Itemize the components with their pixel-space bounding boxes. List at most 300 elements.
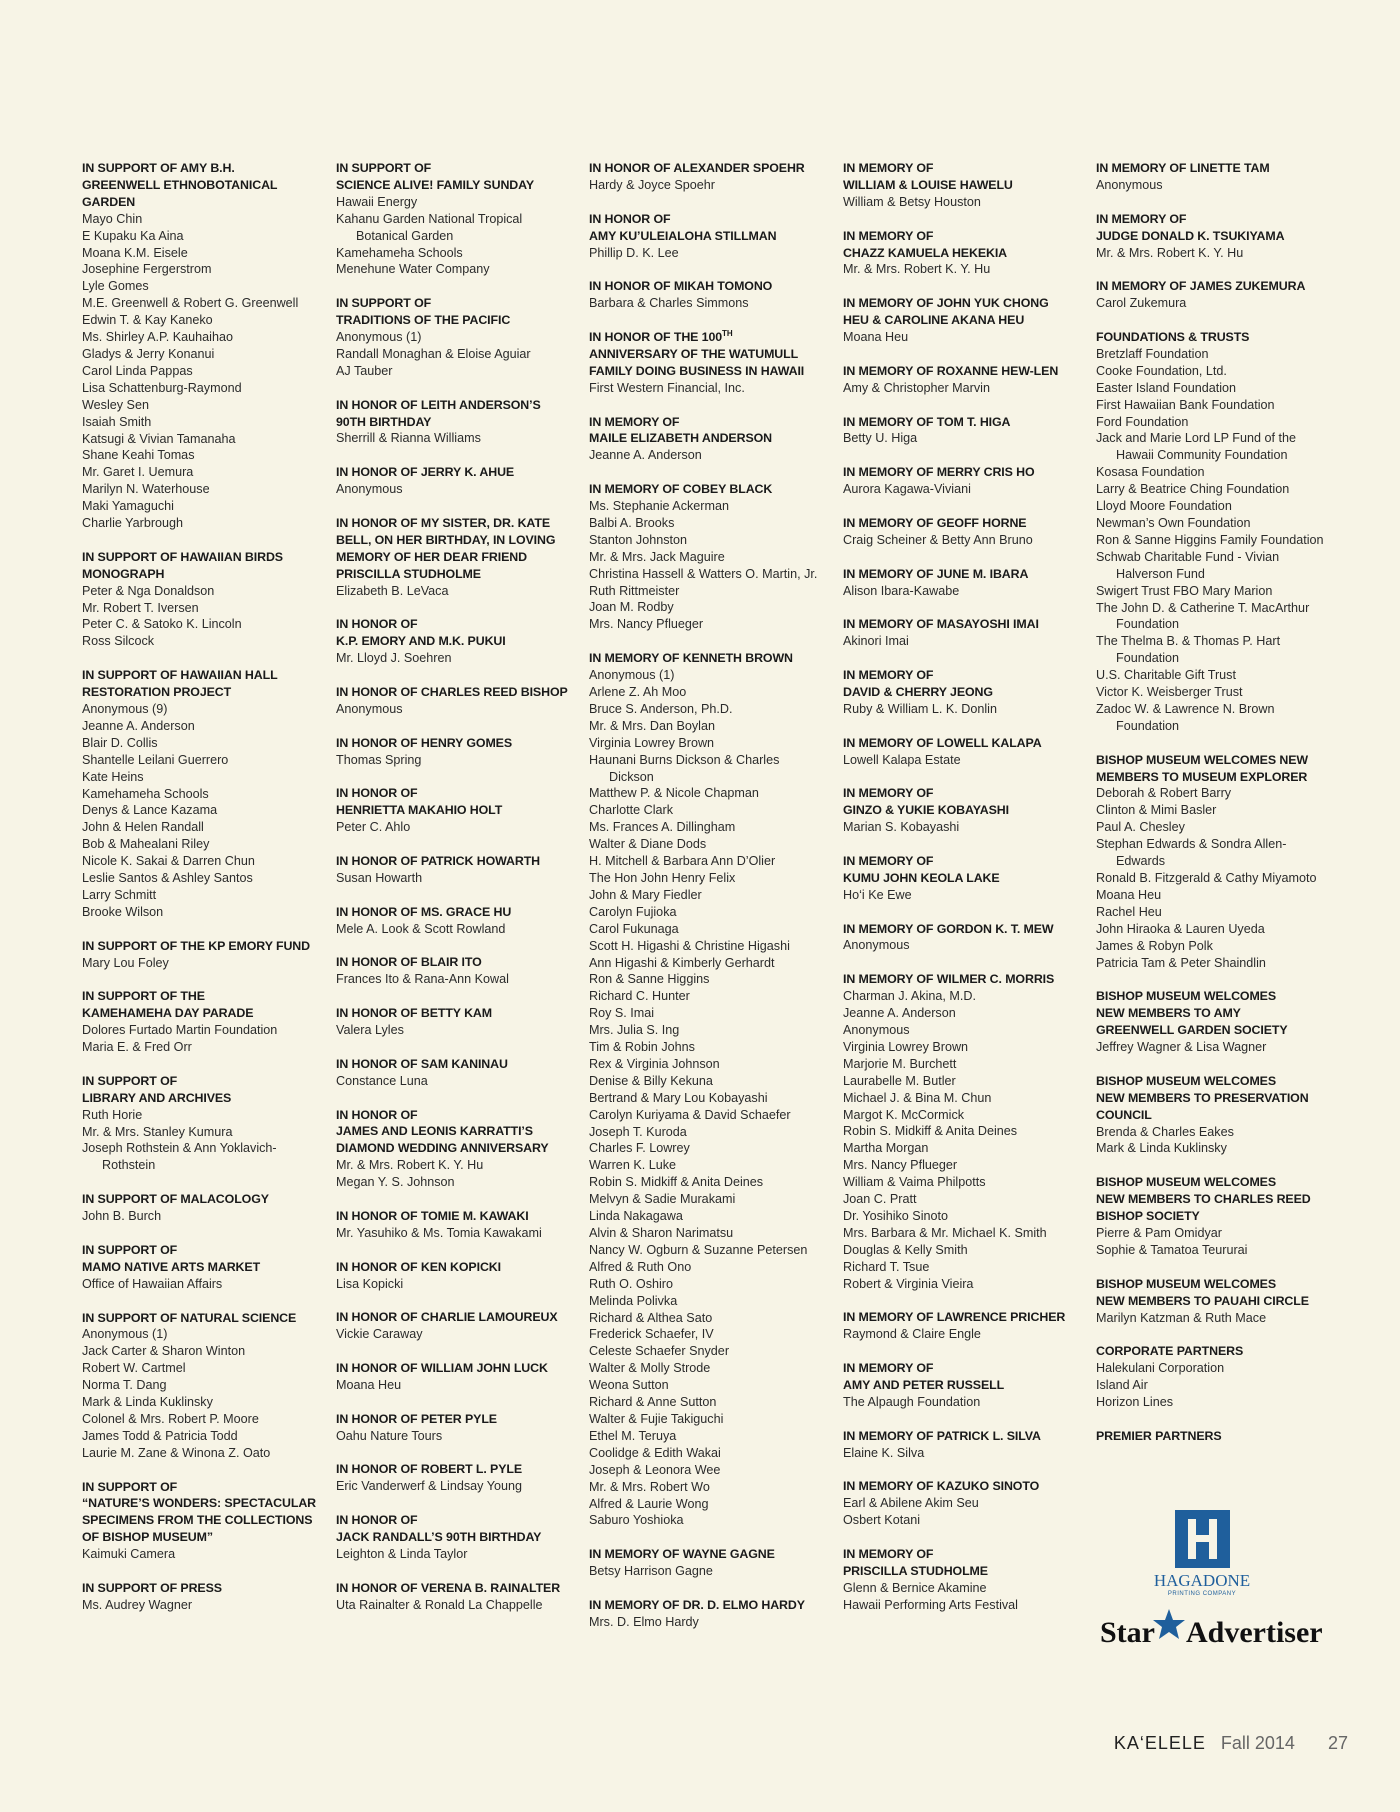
group-heading-line: IN SUPPORT OF MALACOLOGY bbox=[82, 1192, 269, 1207]
donor-name: Alfred & Laurie Wong bbox=[589, 1496, 709, 1511]
donor-name: Earl & Abilene Akim Seu bbox=[843, 1496, 979, 1511]
group-heading bbox=[843, 667, 1081, 701]
group-heading-line: IN MEMORY OF bbox=[843, 1547, 934, 1562]
donor-name: Island Air bbox=[1096, 1378, 1148, 1393]
group-heading-line: FAMILY DOING BUSINESS IN HAWAII bbox=[589, 363, 805, 378]
donor-group bbox=[843, 295, 1081, 346]
group-heading bbox=[82, 1242, 320, 1276]
donor-name: Walter & Fujie Takiguchi bbox=[589, 1411, 724, 1426]
donor-group bbox=[336, 1107, 574, 1192]
group-heading-line: MAMO NATIVE ARTS MARKET bbox=[82, 1259, 261, 1274]
group-heading bbox=[843, 464, 1081, 481]
donor-name: Gladys & Jerry Konanui bbox=[82, 346, 215, 361]
donor-name: Ethel M. Teruya bbox=[589, 1428, 677, 1443]
donor-group bbox=[843, 853, 1081, 904]
donor-name: Shantelle Leilani Guerrero bbox=[82, 752, 229, 767]
group-heading-line: SCIENCE ALIVE! FAMILY SUNDAY bbox=[336, 177, 535, 192]
donor-group bbox=[589, 278, 827, 312]
group-heading bbox=[1096, 1174, 1334, 1225]
group-heading-line: PRISCILLA STUDHOLME bbox=[336, 566, 481, 581]
group-heading-line: GARDEN bbox=[82, 194, 136, 209]
donor-group bbox=[336, 853, 574, 887]
donor-group bbox=[336, 1461, 574, 1495]
donor-group bbox=[82, 1580, 320, 1614]
donor-group bbox=[336, 904, 574, 938]
donor-name: Schwab Charitable Fund - Vivian Halverson Fund bbox=[1096, 549, 1280, 581]
group-heading bbox=[1096, 211, 1334, 245]
group-heading-line: IN MEMORY OF WILMER C. MORRIS bbox=[843, 972, 1055, 987]
partner-logos-graphic bbox=[1095, 1505, 1325, 1655]
donor-name: Maria E. & Fred Orr bbox=[82, 1040, 192, 1055]
group-heading bbox=[843, 160, 1081, 194]
donor-name: John & Mary Fiedler bbox=[589, 887, 702, 902]
group-heading bbox=[589, 329, 827, 380]
donor-name: Wesley Sen bbox=[82, 397, 149, 412]
donor-name: Shane Keahi Tomas bbox=[82, 448, 195, 463]
group-heading bbox=[843, 921, 1081, 938]
donor-group bbox=[843, 667, 1081, 718]
group-heading-line: IN HONOR OF bbox=[336, 1107, 418, 1122]
donor-group bbox=[336, 1512, 574, 1563]
group-heading-line: IN MEMORY OF bbox=[843, 786, 934, 801]
donor-name: Jeanne A. Anderson bbox=[843, 1006, 956, 1021]
donor-group bbox=[843, 616, 1081, 650]
group-heading bbox=[843, 735, 1081, 752]
donor-name: Frances Ito & Rana-Ann Kowal bbox=[336, 972, 509, 987]
donor-name: Bretzlaff Foundation bbox=[1096, 346, 1209, 361]
donor-name: Melvyn & Sadie Murakami bbox=[589, 1192, 736, 1207]
donor-name: Anonymous bbox=[843, 938, 910, 953]
group-heading bbox=[336, 616, 574, 650]
donor-name: John & Helen Randall bbox=[82, 820, 204, 835]
donor-name: Mr. & Mrs. Robert Wo bbox=[589, 1479, 710, 1494]
donor-group bbox=[1096, 1343, 1334, 1411]
group-heading bbox=[336, 954, 574, 971]
group-heading bbox=[843, 1309, 1081, 1326]
donor-group bbox=[336, 1056, 574, 1090]
donor-group bbox=[82, 1242, 320, 1293]
group-heading-line: WILLIAM & LOUISE HAWELU bbox=[843, 177, 1013, 192]
group-heading-line: BISHOP MUSEUM WELCOMES bbox=[1096, 1073, 1276, 1088]
group-heading-line: IN MEMORY OF bbox=[843, 668, 934, 683]
donor-name: Jeanne A. Anderson bbox=[589, 448, 702, 463]
group-heading-line: IN HONOR OF THE 100TH bbox=[589, 328, 733, 345]
donor-group bbox=[336, 1309, 574, 1343]
group-heading-line: K.P. EMORY AND M.K. PUKUI bbox=[336, 634, 506, 649]
donor-name: Elizabeth B. LeVaca bbox=[336, 583, 449, 598]
donor-name: Denise & Billy Kekuna bbox=[589, 1073, 713, 1088]
donor-name: Newman’s Own Foundation bbox=[1096, 515, 1251, 530]
group-heading-line: IN HONOR OF PATRICK HOWARTH bbox=[336, 854, 541, 869]
donor-group bbox=[336, 1360, 574, 1394]
donor-group bbox=[336, 1411, 574, 1445]
donor-group bbox=[843, 971, 1081, 1292]
donor-name: The Alpaugh Foundation bbox=[843, 1394, 981, 1409]
group-heading bbox=[843, 853, 1081, 887]
donor-group bbox=[336, 295, 574, 380]
donor-name: Moana Heu bbox=[1096, 887, 1162, 902]
group-heading-line: JUDGE DONALD K. TSUKIYAMA bbox=[1096, 228, 1285, 243]
donor-name: Bruce S. Anderson, Ph.D. bbox=[589, 701, 733, 716]
group-heading bbox=[1096, 1073, 1334, 1124]
donor-name: Brooke Wilson bbox=[82, 904, 164, 919]
donor-name: Stanton Johnston bbox=[589, 532, 688, 547]
group-heading-line: IN MEMORY OF bbox=[589, 414, 680, 429]
group-heading-line: IN MEMORY OF GEOFF HORNE bbox=[843, 515, 1027, 530]
donor-name: Anonymous bbox=[336, 482, 403, 497]
group-heading bbox=[1096, 1276, 1334, 1310]
donor-group bbox=[336, 397, 574, 448]
donor-name: Denys & Lance Kazama bbox=[82, 803, 218, 818]
donor-name: Charles F. Lowrey bbox=[589, 1141, 690, 1156]
group-heading bbox=[336, 1056, 574, 1073]
group-heading-line: IN HONOR OF SAM KANINAU bbox=[336, 1056, 508, 1071]
donor-name: Marjorie M. Burchett bbox=[843, 1056, 957, 1071]
donor-name: Josephine Fergerstrom bbox=[82, 262, 212, 277]
donor-name: Frederick Schaefer, IV bbox=[589, 1327, 714, 1342]
donor-group bbox=[589, 650, 827, 1529]
group-heading-line: IN HONOR OF KEN KOPICKI bbox=[336, 1259, 501, 1274]
donor-name: Craig Scheiner & Betty Ann Bruno bbox=[843, 532, 1033, 547]
donor-group bbox=[1096, 160, 1334, 194]
donor-name: Larry Schmitt bbox=[82, 887, 157, 902]
group-heading-line: IN HONOR OF WILLIAM JOHN LUCK bbox=[336, 1361, 548, 1376]
donor-group bbox=[589, 1546, 827, 1580]
donor-name: Richard & Anne Sutton bbox=[589, 1395, 717, 1410]
group-heading-line: IN HONOR OF ROBERT L. PYLE bbox=[336, 1462, 523, 1477]
group-heading bbox=[843, 971, 1081, 988]
group-heading-line: IN MEMORY OF bbox=[843, 228, 934, 243]
donor-group bbox=[1096, 988, 1334, 1056]
donor-name: Ruth Rittmeister bbox=[589, 583, 680, 598]
donor-name: Michael J. & Bina M. Chun bbox=[843, 1090, 992, 1105]
group-heading-line: NEW MEMBERS TO PRESERVATION bbox=[1096, 1090, 1309, 1105]
donor-name: Ford Foundation bbox=[1096, 414, 1189, 429]
group-heading bbox=[336, 904, 574, 921]
donor-name: Virginia Lowrey Brown bbox=[589, 735, 715, 750]
donor-name: Valera Lyles bbox=[336, 1023, 404, 1038]
donor-name: Zadoc W. & Lawrence N. Brown Foundation bbox=[1096, 701, 1275, 733]
donor-name: Ruby & William L. K. Donlin bbox=[843, 701, 997, 716]
donor-name: Halekulani Corporation bbox=[1096, 1361, 1225, 1376]
group-heading-line: IN SUPPORT OF HAWAIIAN HALL bbox=[82, 668, 278, 683]
group-heading-line: IN MEMORY OF KENNETH BROWN bbox=[589, 651, 793, 666]
premier-partner-logos bbox=[1095, 1505, 1325, 1655]
donor-name: U.S. Charitable Gift Trust bbox=[1096, 668, 1236, 683]
donor-group bbox=[82, 1310, 320, 1462]
donor-group bbox=[82, 160, 320, 532]
donor-name: Kahanu Garden National Tropical Botanical Garden bbox=[336, 211, 523, 243]
donor-column-4 bbox=[843, 160, 1081, 1614]
group-heading-line: IN HONOR OF HENRY GOMES bbox=[336, 735, 513, 750]
donor-name: Coolidge & Edith Wakai bbox=[589, 1445, 721, 1460]
group-heading-line: JAMES AND LEONIS KARRATTI’S bbox=[336, 1124, 533, 1139]
group-heading bbox=[336, 1580, 574, 1597]
group-heading-line: PREMIER PARTNERS bbox=[1096, 1428, 1222, 1443]
donor-name: Richard C. Hunter bbox=[589, 989, 690, 1004]
donor-group bbox=[1096, 1073, 1334, 1158]
group-heading-line: 90TH BIRTHDAY bbox=[336, 414, 432, 429]
donor-name: Charlie Yarbrough bbox=[82, 516, 184, 531]
donor-name: Lisa Schattenburg-Raymond bbox=[82, 380, 242, 395]
donor-group bbox=[1096, 329, 1334, 735]
group-heading bbox=[843, 785, 1081, 819]
donor-name: Anonymous (9) bbox=[82, 701, 168, 716]
group-heading-line: IN MEMORY OF DR. D. ELMO HARDY bbox=[589, 1597, 805, 1612]
group-heading bbox=[336, 1411, 574, 1428]
donor-group bbox=[589, 211, 827, 262]
donor-name: AJ Tauber bbox=[336, 363, 393, 378]
donor-name: Lisa Kopicki bbox=[336, 1276, 404, 1291]
donor-name: Larry & Beatrice Ching Foundation bbox=[1096, 482, 1290, 497]
donor-group bbox=[843, 921, 1081, 955]
donor-name: Alvin & Sharon Narimatsu bbox=[589, 1226, 734, 1240]
donor-name: Ruth Horie bbox=[82, 1107, 143, 1122]
group-heading bbox=[82, 667, 320, 701]
group-heading bbox=[82, 1479, 320, 1547]
donor-name: Joseph & Leonora Wee bbox=[589, 1462, 721, 1477]
star-advertiser-left: Star bbox=[1100, 1616, 1155, 1649]
donor-name: Ron & Sanne Higgins Family Foundation bbox=[1096, 532, 1324, 547]
group-heading bbox=[336, 1309, 574, 1326]
donor-name: Mr. & Mrs. Robert K. Y. Hu bbox=[336, 1158, 484, 1173]
donor-group bbox=[843, 363, 1081, 397]
group-heading-line: IN MEMORY OF LOWELL KALAPA bbox=[843, 735, 1042, 750]
group-heading-line: IN HONOR OF PETER PYLE bbox=[336, 1411, 497, 1426]
donor-column-1 bbox=[82, 160, 320, 1614]
group-heading bbox=[82, 549, 320, 583]
group-heading-line: GREENWELL ETHNOBOTANICAL bbox=[82, 177, 278, 192]
group-heading bbox=[1096, 1428, 1334, 1445]
donor-name: Amy & Christopher Marvin bbox=[843, 380, 990, 395]
donor-name: Mr. & Mrs. Stanley Kumura bbox=[82, 1124, 233, 1139]
donor-name: Randall Monaghan & Eloise Aguiar bbox=[336, 346, 531, 361]
group-heading-line: GINZO & YUKIE KOBAYASHI bbox=[843, 803, 1009, 818]
group-heading-line: IN MEMORY OF GORDON K. T. MEW bbox=[843, 921, 1054, 936]
donor-name: Megan Y. S. Johnson bbox=[336, 1175, 455, 1190]
group-heading-line: CORPORATE PARTNERS bbox=[1096, 1344, 1244, 1359]
group-heading bbox=[336, 464, 574, 481]
donor-name: Anonymous (1) bbox=[589, 668, 675, 683]
donor-name: Ms. Stephanie Ackerman bbox=[589, 499, 730, 514]
star-icon bbox=[1153, 1609, 1185, 1639]
donor-group bbox=[82, 667, 320, 921]
group-heading-line: IN HONOR OF CHARLES REED BISHOP bbox=[336, 685, 568, 699]
donor-group bbox=[843, 515, 1081, 549]
group-heading-line: IN MEMORY OF WAYNE GAGNE bbox=[589, 1547, 775, 1562]
group-heading bbox=[1096, 988, 1334, 1039]
donor-group bbox=[82, 549, 320, 650]
donor-name: Mele A. Look & Scott Rowland bbox=[336, 921, 506, 936]
donor-name: Betty U. Higa bbox=[843, 431, 918, 446]
hagadone-name: HAGADONE bbox=[1153, 1571, 1251, 1590]
donor-name: Marilyn Katzman & Ruth Mace bbox=[1096, 1310, 1267, 1325]
group-heading-line: IN SUPPORT OF AMY B.H. bbox=[82, 161, 235, 175]
donor-group bbox=[843, 785, 1081, 836]
donor-name: Mary Lou Foley bbox=[82, 955, 169, 970]
donor-name: Richard & Althea Sato bbox=[589, 1310, 713, 1325]
donor-name: Tim & Robin Johns bbox=[589, 1040, 695, 1055]
donor-group bbox=[589, 414, 827, 465]
group-heading bbox=[1096, 278, 1334, 295]
group-heading bbox=[589, 1597, 827, 1614]
group-heading bbox=[843, 363, 1081, 380]
donor-group bbox=[1096, 1276, 1334, 1327]
group-heading bbox=[336, 785, 574, 819]
group-heading-line: DAVID & CHERRY JEONG bbox=[843, 684, 993, 699]
group-heading-line: IN MEMORY OF ROXANNE HEW-LEN bbox=[843, 363, 1059, 378]
group-heading bbox=[82, 1191, 320, 1208]
donor-name: The Hon John Henry Felix bbox=[589, 870, 736, 885]
group-heading bbox=[336, 1360, 574, 1377]
donor-group bbox=[82, 1479, 320, 1564]
donor-group bbox=[82, 1073, 320, 1174]
donor-group bbox=[1096, 278, 1334, 312]
donor-name: Victor K. Weisberger Trust bbox=[1096, 685, 1243, 700]
group-heading-line: AMY KU’ULEIALOHA STILLMAN bbox=[589, 228, 777, 243]
group-heading-line: AMY AND PETER RUSSELL bbox=[843, 1378, 1005, 1392]
group-heading-line: IN MEMORY OF MASAYOSHI IMAI bbox=[843, 617, 1039, 632]
donor-name: H. Mitchell & Barbara Ann D’Olier bbox=[589, 854, 776, 869]
group-heading-line: MAILE ELIZABETH ANDERSON bbox=[589, 431, 772, 446]
donor-name: Kosasa Foundation bbox=[1096, 465, 1205, 480]
group-heading bbox=[843, 1478, 1081, 1495]
donor-group bbox=[843, 735, 1081, 769]
group-heading-line: IN HONOR OF bbox=[336, 1513, 418, 1528]
group-heading bbox=[589, 1546, 827, 1563]
group-heading-line: MEMORY OF HER DEAR FRIEND bbox=[336, 549, 527, 564]
group-heading-line: IN SUPPORT OF PRESS bbox=[82, 1580, 222, 1595]
donor-name: The John D. & Catherine T. MacArthur Foundation bbox=[1096, 600, 1310, 632]
group-heading bbox=[336, 160, 574, 194]
donor-name: Mr. & Mrs. Robert K. Y. Hu bbox=[843, 262, 991, 277]
donor-name: E Kupaku Ka Aina bbox=[82, 228, 184, 243]
group-heading-line: IN HONOR OF CHARLIE LAMOUREUX bbox=[336, 1310, 558, 1325]
donor-name: Bob & Mahealani Riley bbox=[82, 837, 210, 852]
group-heading bbox=[843, 616, 1081, 633]
group-heading-line: IN SUPPORT OF bbox=[336, 161, 432, 175]
group-heading-line: IN MEMORY OF LAWRENCE PRICHER bbox=[843, 1310, 1066, 1325]
donor-name: Carolyn Fujioka bbox=[589, 904, 677, 919]
group-heading-line: BELL, ON HER BIRTHDAY, IN LOVING bbox=[336, 532, 556, 547]
donor-name: M.E. Greenwell & Robert G. Greenwell bbox=[82, 296, 299, 311]
donor-name: Joan C. Pratt bbox=[843, 1192, 917, 1207]
group-heading-line: IN MEMORY OF JOHN YUK CHONG bbox=[843, 296, 1049, 311]
group-heading-line: IN MEMORY OF COBEY BLACK bbox=[589, 482, 773, 497]
donor-name: Mayo Chin bbox=[82, 211, 143, 226]
donor-name: John Hiraoka & Lauren Uyeda bbox=[1096, 921, 1265, 936]
donor-name: Marian S. Kobayashi bbox=[843, 820, 960, 835]
donor-column-5 bbox=[1096, 160, 1334, 1445]
donor-name: Rachel Heu bbox=[1096, 904, 1162, 919]
group-heading-line: ANNIVERSARY OF THE WATUMULL bbox=[589, 346, 799, 361]
group-heading-line: IN HONOR OF JERRY K. AHUE bbox=[336, 465, 515, 480]
donor-name: Bertrand & Mary Lou Kobayashi bbox=[589, 1090, 768, 1105]
donor-group bbox=[843, 1546, 1081, 1614]
group-heading-line: KAMEHAMEHA DAY PARADE bbox=[82, 1006, 254, 1021]
group-heading bbox=[336, 295, 574, 329]
group-heading-line: IN MEMORY OF bbox=[843, 161, 934, 175]
group-heading-line: IN MEMORY OF TOM T. HIGA bbox=[843, 414, 1011, 429]
donor-name: Isaiah Smith bbox=[82, 414, 152, 429]
donor-group bbox=[589, 160, 827, 194]
donor-name: Christina Hassell & Watters O. Martin, Jr. bbox=[589, 566, 818, 581]
donor-group bbox=[336, 464, 574, 498]
donor-group bbox=[843, 1360, 1081, 1411]
donor-name: Hawaii Performing Arts Festival bbox=[843, 1597, 1018, 1612]
donor-name: Aurora Kagawa-Viviani bbox=[843, 482, 971, 497]
donor-name: Katsugi & Vivian Tamanaha bbox=[82, 431, 236, 446]
donor-name: Haunani Burns Dickson & Charles Dickson bbox=[589, 752, 780, 784]
donor-name: Carolyn Kuriyama & David Schaefer bbox=[589, 1107, 791, 1122]
group-heading-line: IN HONOR OF bbox=[336, 617, 418, 632]
group-heading-line: IN MEMORY OF bbox=[843, 1361, 934, 1376]
group-heading-line: IN MEMORY OF JAMES ZUKEMURA bbox=[1096, 279, 1306, 294]
donor-name: Mrs. Nancy Pflueger bbox=[589, 617, 704, 632]
donor-group bbox=[336, 515, 574, 600]
group-heading bbox=[82, 1310, 320, 1327]
donor-group bbox=[843, 228, 1081, 279]
donor-name: Joseph Rothstein & Ann Yoklavich-Rothstein bbox=[82, 1141, 277, 1173]
donor-group bbox=[336, 1580, 574, 1614]
group-heading-line: IN HONOR OF bbox=[589, 211, 671, 226]
group-heading bbox=[1096, 752, 1334, 786]
donor-name: Office of Hawaiian Affairs bbox=[82, 1276, 223, 1291]
group-heading-line: BISHOP MUSEUM WELCOMES bbox=[1096, 1276, 1276, 1291]
star-advertiser-right: Advertiser bbox=[1186, 1616, 1323, 1649]
donor-name: Ron & Sanne Higgins bbox=[589, 972, 710, 987]
donor-name: James & Robyn Polk bbox=[1096, 938, 1213, 953]
group-heading bbox=[589, 160, 827, 177]
donor-group bbox=[336, 785, 574, 836]
donor-name: Robin S. Midkiff & Anita Deines bbox=[589, 1175, 764, 1190]
group-heading-line: IN HONOR OF bbox=[336, 786, 418, 801]
group-heading-line: LIBRARY AND ARCHIVES bbox=[82, 1090, 232, 1105]
donor-name: Nicole K. Sakai & Darren Chun bbox=[82, 854, 255, 869]
group-heading-line: HENRIETTA MAKAHIO HOLT bbox=[336, 803, 503, 818]
donor-name: Mr. & Mrs. Dan Boylan bbox=[589, 718, 715, 733]
donor-name: Uta Rainalter & Ronald La Chappelle bbox=[336, 1597, 543, 1612]
donor-group bbox=[336, 160, 574, 278]
donor-name: First Western Financial, Inc. bbox=[589, 380, 745, 395]
donor-name: Jack and Marie Lord LP Fund of the Hawaii Community Foundation bbox=[1096, 431, 1296, 463]
group-heading-line: COUNCIL bbox=[1096, 1107, 1152, 1122]
group-heading-line: IN MEMORY OF KAZUKO SINOTO bbox=[843, 1479, 1040, 1494]
donor-name: Phillip D. K. Lee bbox=[589, 245, 679, 260]
donor-name: Kaimuki Camera bbox=[82, 1547, 176, 1562]
group-heading-line: IN MEMORY OF PATRICK L. SILVA bbox=[843, 1428, 1041, 1443]
group-heading-line: IN SUPPORT OF NATURAL SCIENCE bbox=[82, 1310, 297, 1325]
group-heading-line: SPECIMENS FROM THE COLLECTIONS bbox=[82, 1513, 313, 1528]
donor-name: Carol Fukunaga bbox=[589, 921, 679, 936]
donor-name: Elaine K. Silva bbox=[843, 1445, 925, 1460]
group-heading-line: JACK RANDALL’S 90TH BIRTHDAY bbox=[336, 1530, 542, 1545]
group-heading-line: TRADITIONS OF THE PACIFIC bbox=[336, 313, 511, 328]
donor-name: Mrs. Julia S. Ing bbox=[589, 1023, 680, 1038]
donor-name: Brenda & Charles Eakes bbox=[1096, 1124, 1234, 1139]
donor-name: Horizon Lines bbox=[1096, 1395, 1174, 1410]
donor-name: Ms. Frances A. Dillingham bbox=[589, 820, 736, 835]
group-heading-line: IN SUPPORT OF HAWAIIAN BIRDS bbox=[82, 549, 283, 564]
donor-name: The Thelma B. & Thomas P. Hart Foundation bbox=[1096, 634, 1281, 666]
star-advertiser-logo bbox=[1100, 1609, 1323, 1649]
donor-name: Robert & Virginia Vieira bbox=[843, 1276, 974, 1291]
donor-name: Peter C. & Satoko K. Lincoln bbox=[82, 617, 242, 632]
group-heading bbox=[843, 515, 1081, 532]
group-heading-line: IN MEMORY OF LINETTE TAM bbox=[1096, 161, 1270, 175]
group-heading bbox=[589, 650, 827, 667]
donor-name: Nancy W. Ogburn & Suzanne Petersen bbox=[589, 1242, 808, 1257]
